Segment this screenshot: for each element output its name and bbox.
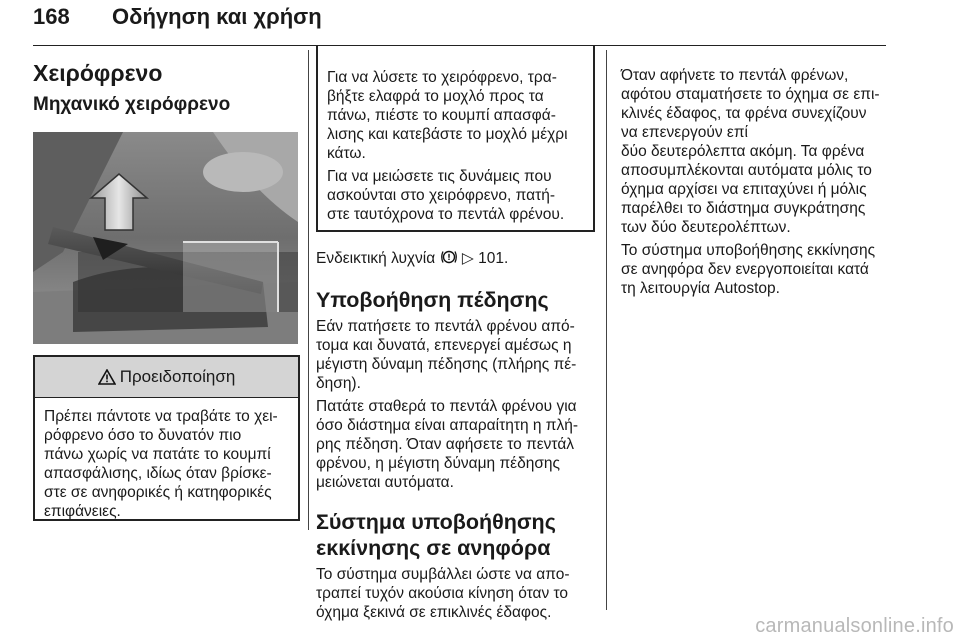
hill-start-para2: Όταν αφήνετε το πεντάλ φρένων, αφότου σταματήσετε το όχημα σε επι- κλινές έδαφος, τα φρένα συνεχίζουν να επενεργούν επί δύο δευτερόλεπτα ακόμη. Τα φρένα αποσυμπλέκονται αυτόματα μόλις το όχημα αρχίσει να επιταχύνει ή μόλις παρέλθει το διάστημα συγκράτησης των δύο δευτερολέπτων.	[621, 67, 880, 236]
hill-start-para1: Το σύστημα συμβάλλει ώστε να απο- τραπεί τυχόν ακούσια κίνηση όταν το όχημα ξεκινά σε επικλινές έδαφος.	[316, 566, 570, 621]
warning-line: Πρέπει πάντοτε να τραβάτε το χει-	[44, 408, 278, 425]
warning-header	[35, 357, 298, 398]
warning-line: πάνω χωρίς να πατάτε το κουμπί	[44, 446, 271, 463]
right-column	[621, 66, 891, 302]
brake-warning-icon	[440, 249, 458, 265]
column-divider	[308, 50, 309, 530]
warning-continuation-box	[316, 46, 595, 232]
page-ref-arrow-icon: ▷	[461, 250, 474, 267]
warning-triangle-icon	[98, 369, 116, 385]
section-title: Χειρόφρενο	[33, 60, 163, 86]
watermark: carmanualsonline.info	[755, 615, 954, 637]
page-number: 168	[33, 4, 70, 29]
brake-assist-para2: Πατάτε σταθερά το πεντάλ φρένου για όσο διάστημα είναι απαραίτητη η πλή- ρης πέδηση. Όταν αφήσετε το πεντάλ φρένου, η μέγιστη δύναμη πέδησης μειώνεται αυτόματα.	[316, 398, 579, 491]
brake-assist-title: Υποβοήθηση πέδησης	[316, 288, 549, 312]
warning-line: στε σε ανηφορικές ή κατηφορικές	[44, 484, 272, 501]
warning-line: ρόφρενο όσο το δυνατόν πιο	[44, 427, 242, 444]
brake-assist-para1: Εάν πατήσετε το πεντάλ φρένου από- τομα και δυνατά, επενεργεί αμέσως η μέγιστη δύναμη πέδησης (πλήρης πέ- δηση).	[316, 318, 577, 392]
indicator-line: Ενδεικτική λυχνία ▷ 101.	[316, 250, 509, 267]
warning-text	[35, 398, 298, 521]
hill-start-para3: Το σύστημα υποβοήθησης εκκίνησης σε ανηφόρα δεν ενεργοποιείται κατά τη λειτουργία Autostop.	[621, 242, 876, 297]
section-subtitle: Μηχανικό χειρόφρενο	[33, 94, 231, 115]
release-paragraph: Για να λύσετε το χειρόφρενο, τρα- βήξτε ελαφρά το μοχλό προς τα πάνω, πιέστε το κουμπί απασφά- λισης και κατεβάστε το μοχλό μέχρι κάτω.	[327, 69, 568, 162]
page-ref-link[interactable]: 101.	[478, 250, 509, 267]
middle-column	[316, 249, 596, 626]
column-divider	[606, 50, 607, 610]
chapter-title: Οδήγηση και χρήση	[112, 4, 322, 29]
warning-label: Προειδοποίηση	[119, 367, 236, 386]
hill-start-title: Σύστημα υποβοήθησης εκκίνησης σε ανηφόρα	[316, 510, 556, 560]
reduce-force-paragraph: Για να μειώσετε τις δυνάμεις που ασκούνται στο χειρόφρενο, πατή- στε ταυτόχρονα το πεντάλ φρένου.	[327, 168, 565, 223]
warning-line: απασφάλισης, ιδίως όταν βρίσκε-	[44, 465, 272, 482]
warning-line: επιφάνειες.	[44, 503, 121, 520]
handbrake-illustration	[33, 132, 298, 344]
warning-box	[33, 355, 300, 521]
